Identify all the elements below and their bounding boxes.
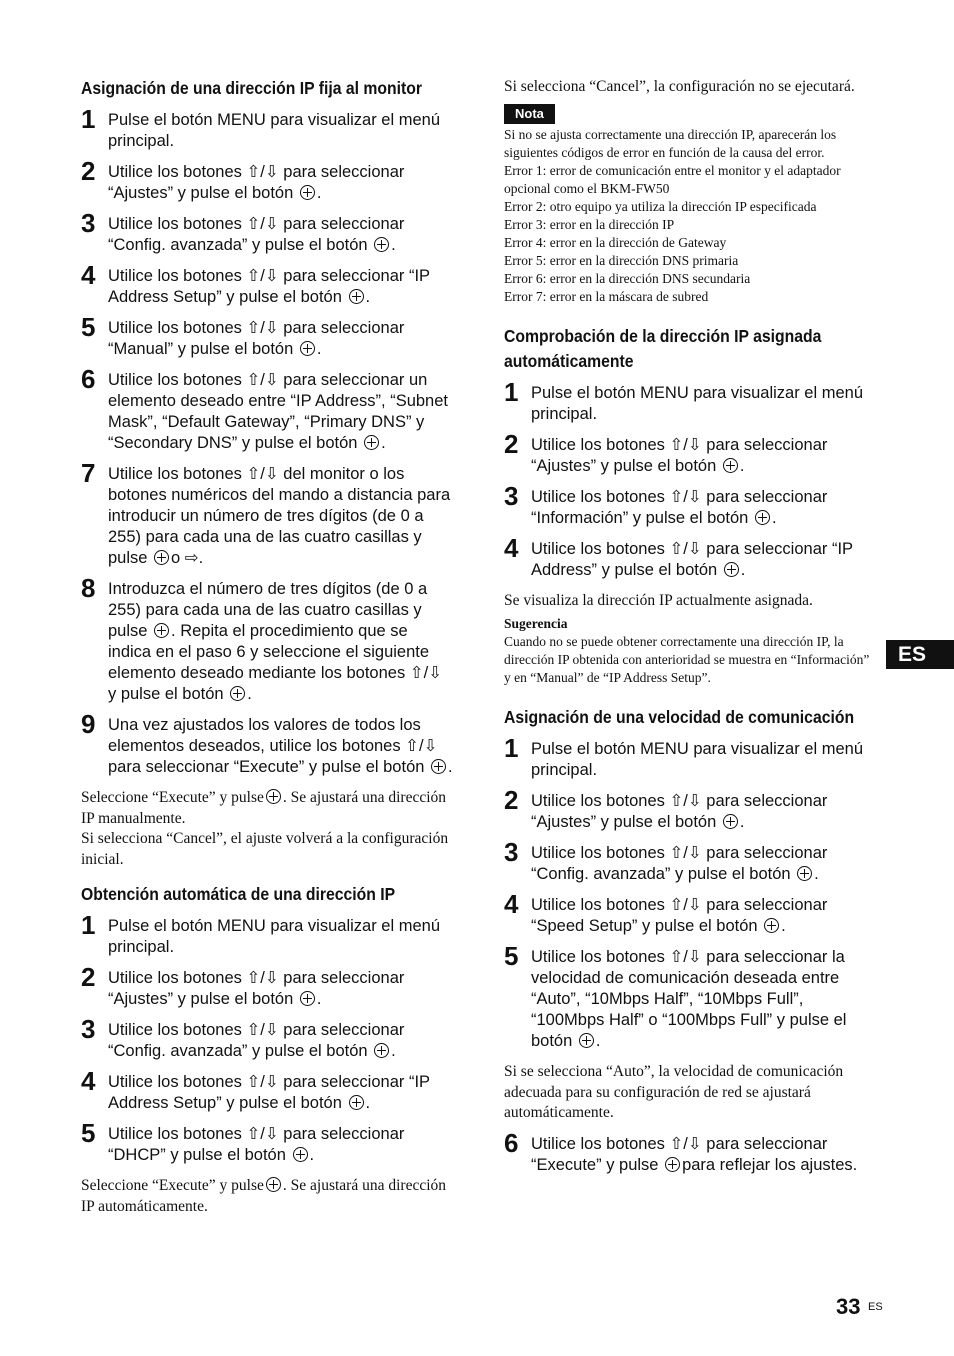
step-item <box>81 104 453 152</box>
step-text: . <box>448 758 453 776</box>
nota-line: Error 6: error en la dirección DNS secundaria <box>504 270 751 286</box>
step-number: 5 <box>81 1118 96 1148</box>
note-cancel: Si selecciona “Cancel”, la configuración no se ejecutará. <box>504 78 855 95</box>
step-text: o ⇨. <box>171 549 204 567</box>
step-text: Utilice los botones ⇧/⇩ para seleccionar “DHCP” y pulse el botón <box>108 1125 405 1164</box>
step-item <box>81 1066 453 1114</box>
step-text: Utilice los botones ⇧/⇩ para seleccionar “Config. avanzada” y pulse el botón <box>531 844 828 883</box>
step-text: Utilice los botones ⇧/⇩ para seleccionar la velocidad de comunicación deseada entre “Auto”, “10Mbps Half”, “10Mbps Full”, “100Mbps Half” o “100Mbps Full” y pulse el botón <box>531 948 847 1050</box>
enter-button-icon <box>579 1033 594 1048</box>
enter-button-icon <box>431 759 446 774</box>
step-item <box>504 889 876 937</box>
step-text: Utilice los botones ⇧/⇩ para seleccionar “Manual” y pulse el botón <box>108 319 405 358</box>
step-text: . <box>316 184 322 202</box>
nota-line: Error 3: error en la dirección IP <box>504 216 675 232</box>
step-item <box>81 364 453 454</box>
sugerencia-label: Sugerencia <box>504 616 568 631</box>
enter-button-icon <box>374 237 389 252</box>
step-item <box>504 1127 876 1176</box>
step-text: Utilice los botones ⇧/⇩ para seleccionar “Config. avanzada” y pulse el botón <box>108 1021 405 1060</box>
nota-badge: Nota <box>504 104 555 124</box>
step-item <box>81 208 453 256</box>
enter-button-icon <box>349 1095 364 1110</box>
nota-line: Error 7: error en la máscara de subred <box>504 288 709 304</box>
step-text: Pulse el botón MENU para visualizar el menú principal. <box>108 917 440 956</box>
step-text: Pulse el botón MENU para visualizar el menú principal. <box>531 383 863 423</box>
step-text: Pulse el botón MENU para visualizar el menú principal. <box>108 111 440 150</box>
enter-button-icon <box>364 435 379 450</box>
step-text: Utilice los botones ⇧/⇩ para seleccionar “Ajustes” y pulse el botón <box>531 792 828 831</box>
note-execute-manual: Seleccione “Execute” y pulse . Se ajustará una dirección IP manualmente. <box>81 789 447 827</box>
step-text: . <box>771 508 777 527</box>
step-number: 2 <box>81 962 96 992</box>
step-number: 1 <box>504 376 519 407</box>
step-text: Utilice los botones ⇧/⇩ para seleccionar “Ajustes” y pulse el botón <box>108 163 405 202</box>
enter-button-icon <box>755 510 770 525</box>
step-item <box>81 1014 453 1062</box>
step-text: . <box>381 434 386 452</box>
step-item <box>81 709 453 778</box>
step-text: . <box>316 990 322 1008</box>
step-text: Pulse el botón MENU para visualizar el menú principal. <box>531 740 863 779</box>
step-number: 1 <box>504 733 519 763</box>
step-item <box>81 260 453 308</box>
steps-fixed-ip <box>81 104 453 778</box>
step-text: . <box>247 685 252 703</box>
step-text: . <box>781 917 786 935</box>
enter-button-icon <box>723 814 738 829</box>
step-item <box>81 573 453 705</box>
step-item <box>81 458 453 569</box>
step-number: 7 <box>81 458 96 488</box>
enter-button-icon <box>665 1157 680 1172</box>
section-title-speed: Asignación de una velocidad de comunicación <box>504 707 855 727</box>
enter-button-icon <box>154 550 169 565</box>
step-number: 2 <box>81 156 96 186</box>
step-text: . <box>365 1094 371 1112</box>
step-number: 3 <box>81 208 96 238</box>
step-item <box>504 837 876 885</box>
step-item <box>504 785 876 833</box>
enter-button-icon <box>797 866 812 881</box>
step-item <box>81 962 453 1010</box>
step-item <box>504 428 876 477</box>
section-title-auto-ip: Obtención automática de una dirección IP <box>81 884 396 904</box>
step-text: . <box>814 865 819 883</box>
note-auto-speed: Si se selecciona “Auto”, la velocidad de comunicación adecuada para su configuración de red se ajustará automáticamente. <box>504 1063 844 1121</box>
left-column <box>81 0 453 1217</box>
nota-line: Error 1: error de comunicación entre el monitor y el adaptador opcional como el BKM-FW50 <box>504 162 841 196</box>
step-number: 3 <box>81 1014 96 1044</box>
enter-button-icon <box>266 789 281 804</box>
step-text: . <box>391 1042 396 1060</box>
step-execute-speed <box>504 1127 876 1176</box>
nota-line: Error 5: error en la dirección DNS primaria <box>504 252 739 268</box>
step-number: 9 <box>81 709 96 739</box>
steps-speed <box>504 733 876 1052</box>
language-tab: ES <box>886 640 954 669</box>
note-execute-auto: Seleccione “Execute” y pulse . Se ajustará una dirección IP automáticamente. <box>81 1177 447 1215</box>
step-text: Una vez ajustados los valores de todos los elementos deseados, utilice los botones ⇧/⇩ para seleccionar “Execute” y pulse el botón <box>108 716 438 776</box>
step-text: . <box>365 288 371 306</box>
enter-button-icon <box>230 686 245 701</box>
enter-button-icon <box>154 623 169 638</box>
step-number: 3 <box>504 837 519 867</box>
step-item <box>504 532 876 581</box>
step-number: 5 <box>504 941 519 971</box>
note-ip-shown: Se visualiza la dirección IP actualmente asignada. <box>504 591 813 609</box>
enter-button-icon <box>764 918 779 933</box>
right-column <box>504 0 876 1176</box>
enter-button-icon <box>300 341 315 356</box>
step-number: 2 <box>504 785 519 815</box>
step-number: 6 <box>504 1127 519 1158</box>
step-text: para reflejar los ajustes. <box>682 1155 858 1174</box>
step-text: Utilice los botones ⇧/⇩ para seleccionar un elemento deseado entre “IP Address”, “Subnet Mask”, “Default Gateway”, “Primary DNS” y “Secondary DNS” y pulse el botón <box>108 371 448 452</box>
page-number: 33 <box>836 1294 861 1319</box>
enter-button-icon <box>349 289 364 304</box>
step-text: Introduzca el número de tres dígitos (de 0 a 255) para cada una de las cuatro casillas y pulse <box>108 580 428 640</box>
step-item <box>504 941 876 1052</box>
enter-button-icon <box>300 991 315 1006</box>
nota-text <box>504 126 876 306</box>
step-number: 1 <box>81 910 96 940</box>
step-number: 2 <box>504 428 519 459</box>
enter-button-icon <box>724 562 739 577</box>
step-number: 4 <box>504 532 519 563</box>
enter-button-icon <box>293 1147 308 1162</box>
step-text: . <box>595 1032 601 1050</box>
step-text: Utilice los botones ⇧/⇩ para seleccionar “Ajustes” y pulse el botón <box>108 969 405 1008</box>
page-suffix: ES <box>868 1301 883 1313</box>
nota-line: Error 2: otro equipo ya utiliza la dirección IP especificada <box>504 198 817 214</box>
step-item <box>81 1118 453 1166</box>
step-item <box>504 733 876 781</box>
step-text: Utilice los botones ⇧/⇩ para seleccionar “Config. avanzada” y pulse el botón <box>108 215 405 254</box>
step-text: Utilice los botones ⇧/⇩ para seleccionar “IP Address Setup” y pulse el botón <box>108 267 430 306</box>
step-number: 6 <box>81 364 96 394</box>
step-text: Utilice los botones ⇧/⇩ para seleccionar “Ajustes” y pulse el botón <box>531 435 828 475</box>
step-text: . <box>739 813 745 831</box>
enter-button-icon <box>300 185 315 200</box>
enter-button-icon <box>374 1043 389 1058</box>
step-text: . <box>309 1146 315 1164</box>
step-number: 8 <box>81 573 96 603</box>
step-item <box>81 156 453 204</box>
note-cancel-initial: Si selecciona “Cancel”, el ajuste volverá a la configuración inicial. <box>81 830 449 868</box>
step-text: . Repita el procedimiento que se indica en el paso 6 y seleccione el siguiente elemento deseado mediante los botones ⇧/⇩ y pulse el botón <box>108 622 443 703</box>
step-number: 4 <box>81 260 96 290</box>
step-item <box>504 376 876 425</box>
step-text: . <box>740 560 746 579</box>
step-text: Utilice los botones ⇧/⇩ para seleccionar “Execute” y pulse <box>531 1134 828 1174</box>
step-item <box>81 910 453 958</box>
section-title-fixed-ip: Asignación de una dirección IP fija al monitor <box>81 78 423 98</box>
step-text: Utilice los botones ⇧/⇩ para seleccionar “IP Address” y pulse el botón <box>531 539 853 579</box>
step-number: 5 <box>81 312 96 342</box>
step-item <box>504 480 876 529</box>
enter-button-icon <box>723 458 738 473</box>
step-text: . <box>739 456 745 475</box>
enter-button-icon <box>266 1177 281 1192</box>
step-text: . <box>316 340 322 358</box>
step-item <box>81 312 453 360</box>
step-text: Utilice los botones ⇧/⇩ para seleccionar “IP Address Setup” y pulse el botón <box>108 1073 430 1112</box>
step-text: Utilice los botones ⇧/⇩ para seleccionar “Información” y pulse el botón <box>531 487 828 527</box>
nota-line: Si no se ajusta correctamente una dirección IP, aparecerán los siguientes códigos de error en función de la causa del error. <box>504 126 837 160</box>
step-number: 4 <box>81 1066 96 1096</box>
section-title-check-ip: Comprobación de la dirección IP asignada automáticamente <box>504 325 822 371</box>
step-text: Utilice los botones ⇧/⇩ del monitor o los botones numéricos del mando a distancia para introducir un número de tres dígitos (de 0 a 255) para cada una de las cuatro casillas y pulse <box>108 465 451 567</box>
sugerencia-text: Cuando no se puede obtener correctamente una dirección IP, la dirección IP obtenida con anterioridad se muestra en “Información” y en “Manual” de “IP Address Setup”. <box>504 634 870 685</box>
step-text: . <box>391 236 396 254</box>
step-number: 3 <box>504 480 519 511</box>
step-number: 1 <box>81 104 96 134</box>
step-text: Utilice los botones ⇧/⇩ para seleccionar “Speed Setup” y pulse el botón <box>531 896 828 935</box>
step-number: 4 <box>504 889 519 919</box>
steps-auto-ip <box>81 910 453 1166</box>
steps-check-ip <box>504 376 876 581</box>
nota-line: Error 4: error en la dirección de Gateway <box>504 234 727 250</box>
